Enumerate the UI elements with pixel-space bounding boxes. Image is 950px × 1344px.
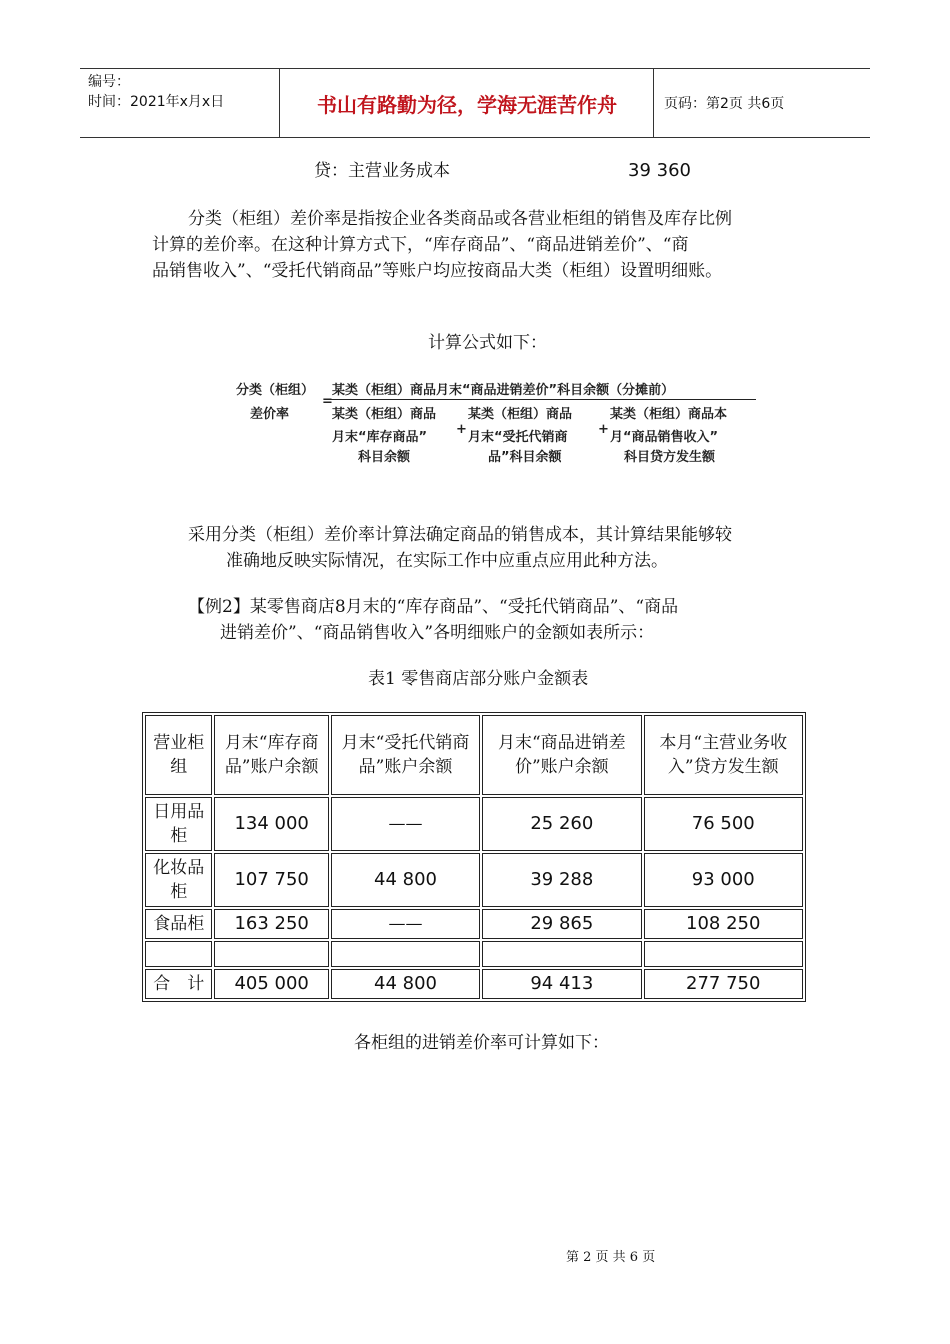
page-footer: 第 2 页 共 6 页 <box>566 1250 656 1265</box>
table-cell: 94 413 <box>482 969 641 999</box>
account-balance-table <box>142 712 806 1002</box>
table-row <box>145 797 803 851</box>
table-row <box>145 909 803 939</box>
table-cell <box>214 941 328 967</box>
table-cell: 食品柜 <box>145 909 212 939</box>
formula-d2-line3: 品”科目余额 <box>488 450 562 465</box>
header-cell: 本月“主营业务收入”贷方发生额 <box>644 715 803 795</box>
formula-d3-line1: 某类（柜组）商品本 <box>610 407 728 422</box>
table-cell: 44 800 <box>331 853 480 907</box>
header-cell: 月末“商品进销差价”账户余额 <box>482 715 641 795</box>
formula-lhs-line2: 差价率 <box>250 407 290 422</box>
example-line1: 【例2】某零售商店8月末的“库存商品”、“受托代销商品”、“商品 <box>188 597 679 617</box>
formula-d3-line2: 月“商品销售收入” <box>610 430 719 445</box>
para1-line1: 分类（柜组）差价率是指按企业各类商品或各营业柜组的销售及库存比例 <box>188 209 732 229</box>
page-header <box>80 68 870 138</box>
formula-lhs-line1: 分类（柜组） <box>236 383 315 398</box>
header-page-info: 页码：第2页 共6页 <box>664 96 785 112</box>
table-cell <box>644 941 803 967</box>
table-cell: 25 260 <box>482 797 641 851</box>
date-label: 时间：2021年x月x日 <box>88 94 225 110</box>
table-cell: 合 计 <box>145 969 212 999</box>
table-cell: 76 500 <box>644 797 803 851</box>
table-row <box>145 941 803 967</box>
closing-line: 各柜组的进销差价率可计算如下： <box>354 1033 609 1053</box>
table-cell: —— <box>331 797 480 851</box>
table-cell: 163 250 <box>214 909 328 939</box>
table-row <box>145 853 803 907</box>
formula-d2-line1: 某类（柜组）商品 <box>468 407 573 422</box>
formula-d1-line1: 某类（柜组）商品 <box>332 407 437 422</box>
formula-d1-line3: 科目余额 <box>358 450 411 465</box>
para1-line2: 计算的差价率。在这种计算方式下，“库存商品”、“商品进销差价”、“商 <box>152 235 689 255</box>
entry-label: 贷：主营业务成本 <box>314 161 450 181</box>
table-total-row <box>145 969 803 999</box>
formula-d2-line2: 月末“受托代销商 <box>468 430 568 445</box>
table-cell: 277 750 <box>644 969 803 999</box>
formula-d3-line3: 科目贷方发生额 <box>624 450 716 465</box>
header-cell: 月末“受托代销商品”账户余额 <box>331 715 480 795</box>
para2-line1: 采用分类（柜组）差价率计算法确定商品的销售成本，其计算结果能够较 <box>188 525 732 545</box>
table-cell: 134 000 <box>214 797 328 851</box>
table-cell <box>331 941 480 967</box>
table-cell: 108 250 <box>644 909 803 939</box>
table-cell <box>145 941 212 967</box>
header-motto: 书山有路勤为径，学海无涯苦作舟 <box>281 69 654 137</box>
formula-numerator: 某类（柜组）商品月末“商品进销差价”科目余额（分摊前） <box>332 383 675 398</box>
table-cell: 化妆品柜 <box>145 853 212 907</box>
header-cell: 营业柜组 <box>145 715 212 795</box>
table-cell: 93 000 <box>644 853 803 907</box>
example-line2: 进销差价”、“商品销售收入”各明细账户的金额如表所示： <box>220 623 655 643</box>
table-cell: 405 000 <box>214 969 328 999</box>
entry-amount: 39 360 <box>628 160 691 181</box>
table-cell: 107 750 <box>214 853 328 907</box>
para2-line2: 准确地反映实际情况，在实际工作中应重点应用此种方法。 <box>226 551 668 571</box>
table-caption: 表1 零售商店部分账户金额表 <box>368 669 589 689</box>
formula <box>230 374 760 470</box>
table-cell: —— <box>331 909 480 939</box>
para1-line3: 品销售收入”、“受托代销商品”等账户均应按商品大类（柜组）设置明细账。 <box>152 261 723 281</box>
formula-equals: = <box>322 394 333 409</box>
table-cell <box>482 941 641 967</box>
table-cell: 日用品柜 <box>145 797 212 851</box>
formula-intro: 计算公式如下： <box>428 333 547 353</box>
header-meta <box>80 69 280 137</box>
fraction-bar <box>330 399 756 400</box>
formula-plus2: + <box>598 422 609 437</box>
table-cell: 29 865 <box>482 909 641 939</box>
formula-d1-line2: 月末“库存商品” <box>332 430 428 445</box>
table-header-row <box>145 715 803 795</box>
code-label: 编号： <box>88 74 130 90</box>
header-cell: 月末“库存商品”账户余额 <box>214 715 328 795</box>
table-cell: 39 288 <box>482 853 641 907</box>
table-cell: 44 800 <box>331 969 480 999</box>
formula-plus1: + <box>456 422 467 437</box>
